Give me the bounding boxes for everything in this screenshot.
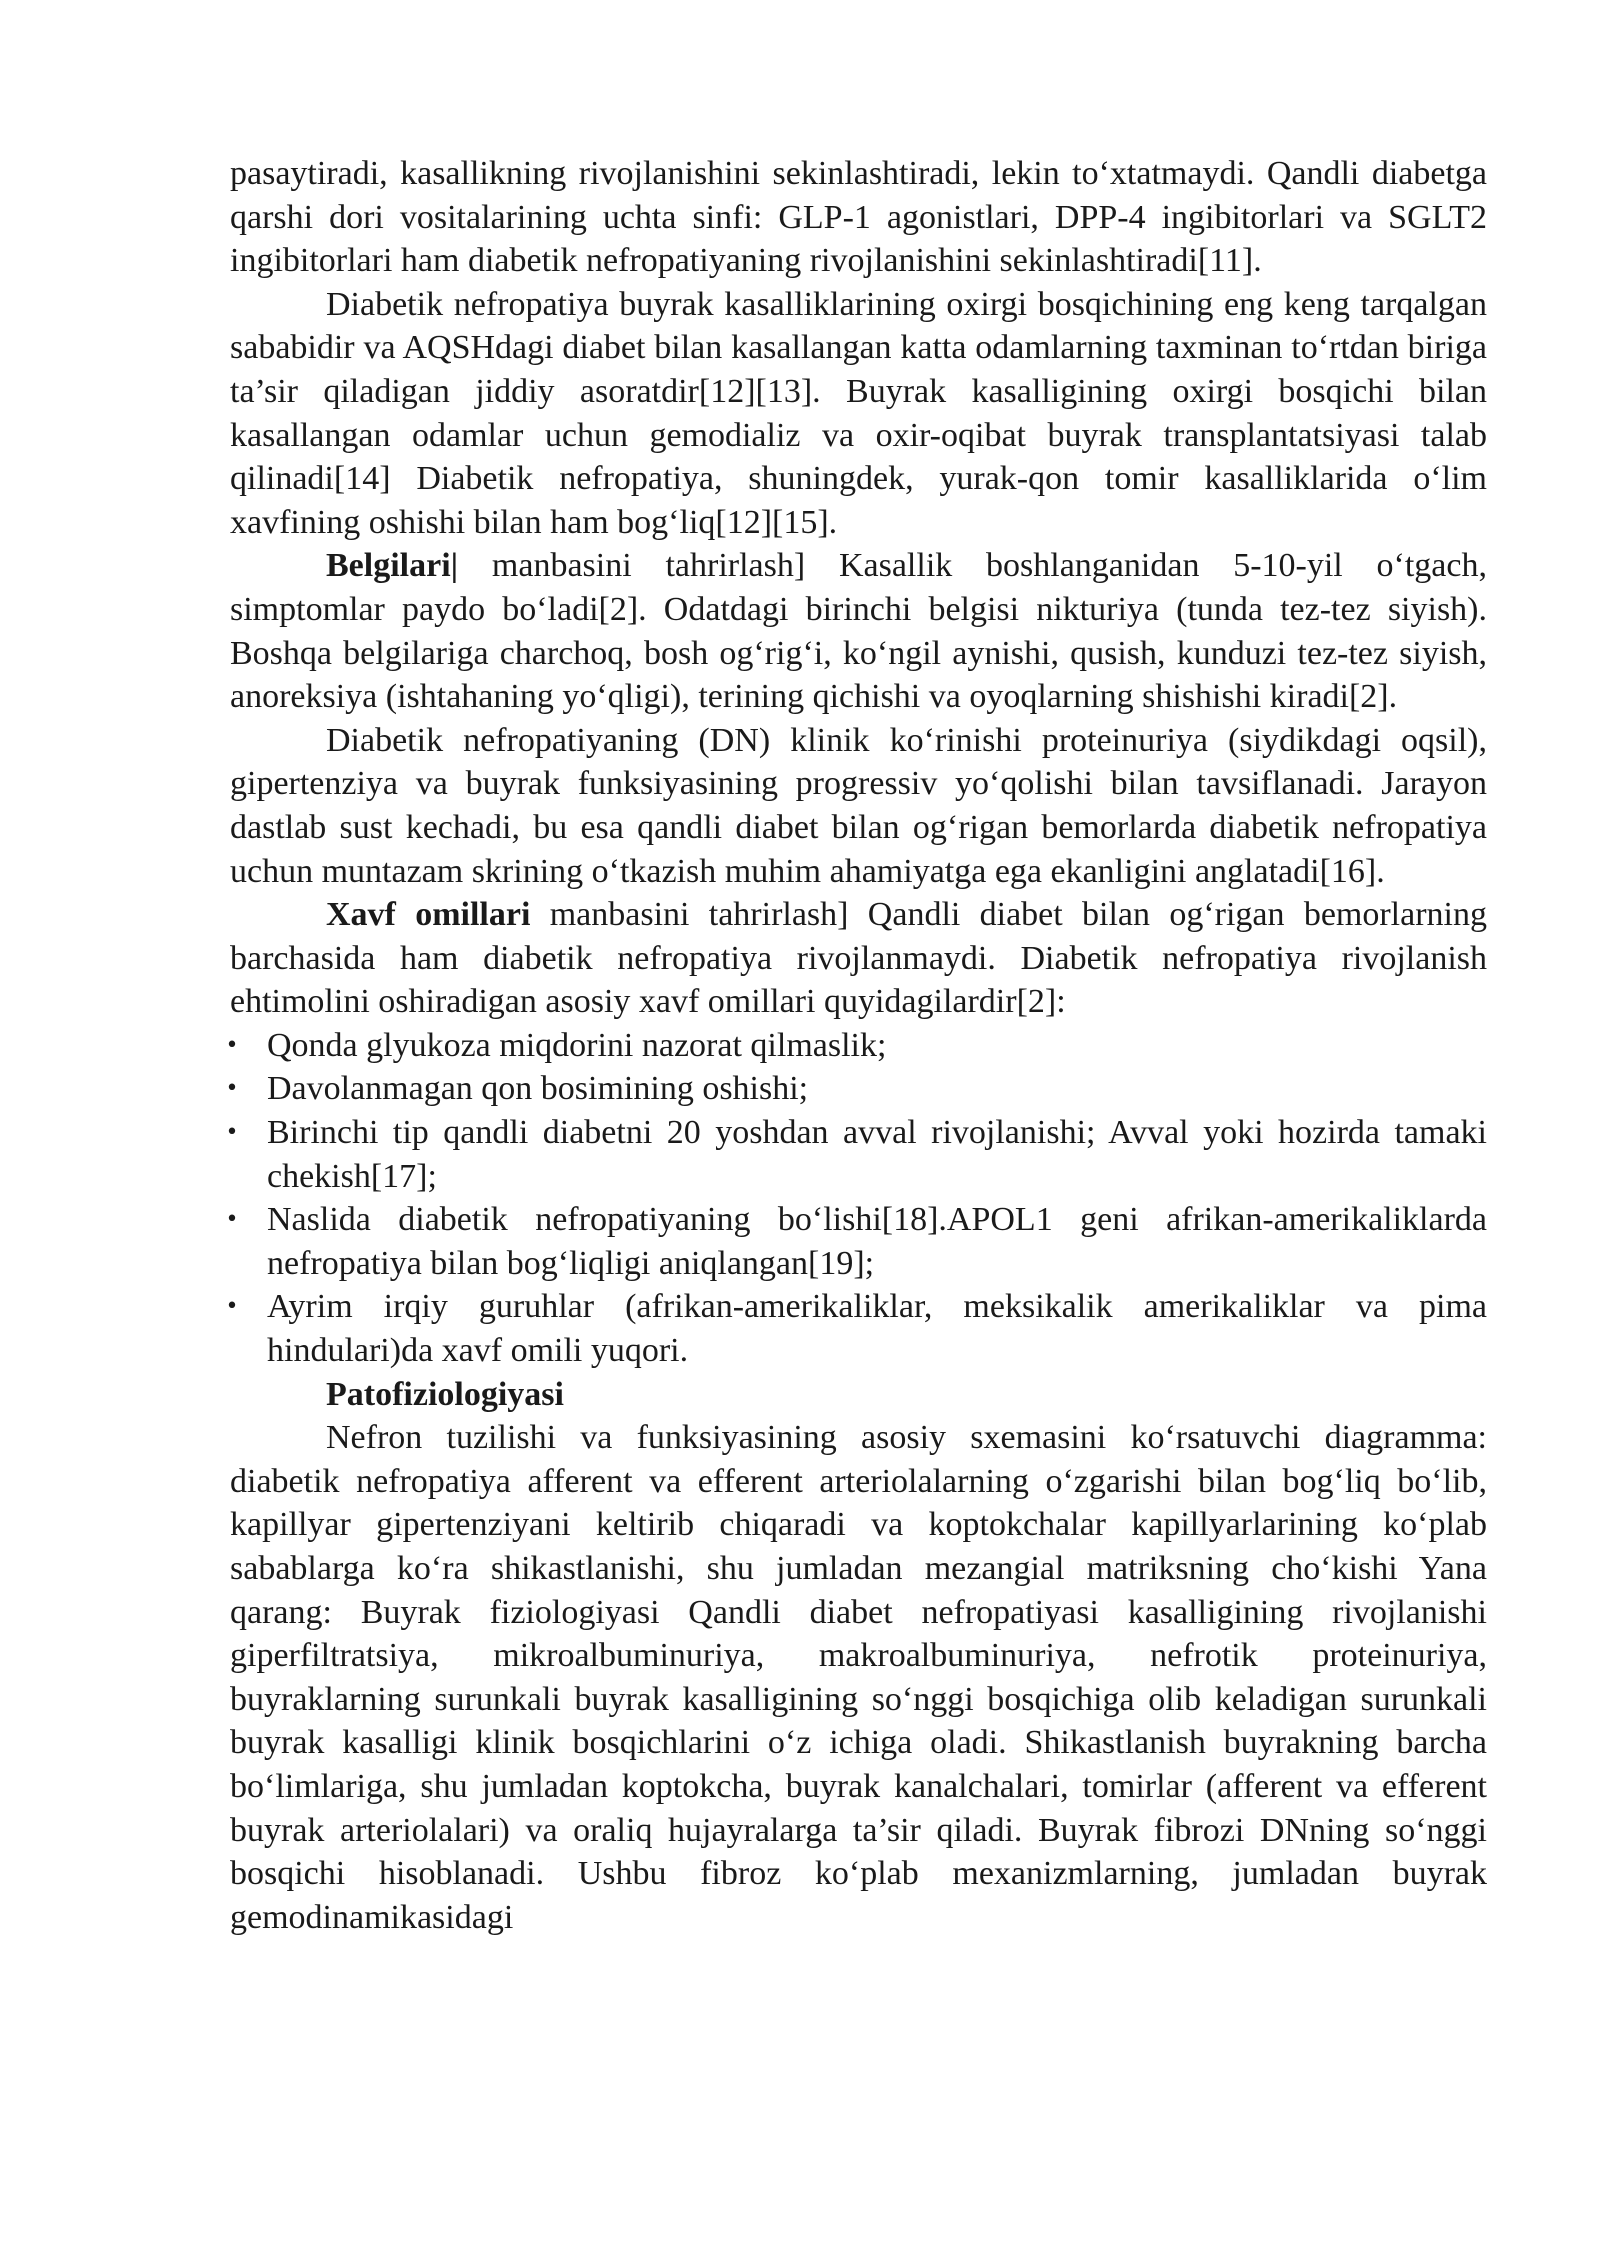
list-item-text: Davolanmagan qon bosimining oshishi; xyxy=(267,1070,809,1108)
list-item-text: Qonda glyukoza miqdorini nazorat qilmaslik; xyxy=(267,1026,887,1064)
section-heading-belgilari: Belgilari| xyxy=(326,547,459,585)
risk-factor-list xyxy=(225,1024,1487,1373)
bullet-icon: • xyxy=(225,1294,239,1320)
list-item xyxy=(225,1111,1487,1198)
list-item xyxy=(225,1285,1487,1372)
paragraph-risk-factors-text: manbasini tahrirlash] Qandli diabet bilan og‘rigan bemorlarning barchasida ham diabetik nefropatiya rivojlanmaydi. Diabetik nefropatiya rivojlanish ehtimolini oshiradigan asosiy xavf omillari quyidagilardir[2]: xyxy=(230,896,1487,1021)
paragraph-epidemiology: Diabetik nefropatiya buyrak kasalliklarining oxirgi bosqichining eng keng tarqalgan sababidir va AQSHdagi diabet bilan kasallangan katta odamlarning taxminan to‘rtdan biriga ta’sir qiladigan jiddiy asoratdir[12][13]. Buyrak kasalligining oxirgi bosqichi bilan kasallangan odamlar uchun gemodializ va oxir-oqibat buyrak transplantatsiyasi talab qilinadi[14] Diabetik nefropatiya, shuningdek, yurak-qon tomir kasalliklarida o‘lim xavfining oshishi bilan ham bog‘liq[12][15]. xyxy=(230,285,1487,541)
list-item xyxy=(225,1067,1487,1111)
paragraph-symptoms-text: manbasini tahrirlash] Kasallik boshlanganidan 5-10-yil o‘tgach, simptomlar paydo bo‘ladi[2]. Odatdagi birinchi belgisi nikturiya (tunda tez-tez siyish). Boshqa belgilariga charchoq, bosh og‘rig‘i, ko‘ngil aynishi, qusish, kunduzi tez-tez siyish, anoreksiya (ishtahaning yo‘qligi), terining qichishi va oyoqlarning shishishi kiradi[2]. xyxy=(230,547,1487,716)
list-item-text: Ayrim irqiy guruhlar (afrikan-amerikaliklar, meksikalik amerikaliklar va pima hindulari)da xavf omili yuqori. xyxy=(267,1288,1487,1370)
bullet-icon: • xyxy=(225,1207,239,1233)
list-item xyxy=(225,1198,1487,1285)
section-heading-patofiziologiyasi: Patofiziologiyasi xyxy=(326,1375,564,1413)
section-heading-xavf-omillari: Xavf omillari xyxy=(326,896,531,934)
paragraph-clinical-picture: Diabetik nefropatiyaning (DN) klinik ko‘rinishi proteinuriya (siydikdagi oqsil), gipertenziya va buyrak funksiyasining progressiv yo‘qolishi bilan tavsiflanadi. Jarayon dastlab sust kechadi, bu esa qandli diabet bilan og‘rigan bemorlarda diabetik nefropatiya uchun muntazam skrining o‘tkazish muhim ahamiyatga ega ekanligini anglatadi[16]. xyxy=(230,721,1487,890)
list-item xyxy=(225,1024,1487,1068)
document-page xyxy=(225,152,1487,1939)
list-item-text: Naslida diabetik nefropatiyaning bo‘lishi[18].APOL1 geni afrikan-amerikaliklarda nefropatiya bilan bog‘liqligi aniqlangan[19]; xyxy=(267,1201,1487,1282)
paragraph-symptoms xyxy=(230,544,1487,718)
bullet-icon: • xyxy=(225,1076,239,1102)
paragraph-treatment-continuation: pasaytiradi, kasallikning rivojlanishini sekinlashtiradi, lekin to‘xtatmaydi. Qandli diabetga qarshi dori vositalarining uchta sinfi: GLP-1 agonistlari, DPP-4 ingibitorlari va SGLT2 ingibitorlari ham diabetik nefropatiyaning rivojlanishini sekinlashtiradi[11]. xyxy=(230,155,1487,280)
bullet-icon: • xyxy=(225,1032,239,1058)
bullet-icon: • xyxy=(225,1120,239,1146)
list-item-text: Birinchi tip qandli diabetni 20 yoshdan avval rivojlanishi; Avval yoki hozirda tamaki chekish[17]; xyxy=(267,1114,1487,1195)
paragraph-pathophysiology: Nefron tuzilishi va funksiyasining asosiy sxemasini ko‘rsatuvchi diagramma: diabetik nefropatiya afferent va efferent arteriolalarning o‘zgarishi bilan bog‘liq bo‘lib, kapillyar gipertenziyani keltirib chiqaradi va koptokchalar kapillyarlarining ko‘plab sabablarga ko‘ra shikastlanishi, shu jumladan mezangial matriksning cho‘kishi Yana qarang: Buyrak fiziologiyasi Qandli diabet nefropatiyasi kasalligining rivojlanishi giperfiltratsiya, mikroalbuminuriya, makroalbuminuriya, nefrotik proteinuriya, buyraklarning surunkali buyrak kasalligining so‘nggi bosqichiga olib keladigan surunkali buyrak kasalligi klinik bosqichlarini o‘z ichiga oladi. Shikastlanish buyrakning barcha bo‘limlariga, shu jumladan koptokcha, buyrak kanalchalari, tomirlar (afferent va efferent buyrak arteriolalari) va oraliq hujayralarga ta’sir qiladi. Buyrak fibrozi DNning so‘nggi bosqichi hisoblanadi. Ushbu fibroz ko‘plab mexanizmlarning, jumladan buyrak gemodinamikasidagi xyxy=(230,1419,1487,1936)
paragraph-risk-factors xyxy=(230,893,1487,1024)
